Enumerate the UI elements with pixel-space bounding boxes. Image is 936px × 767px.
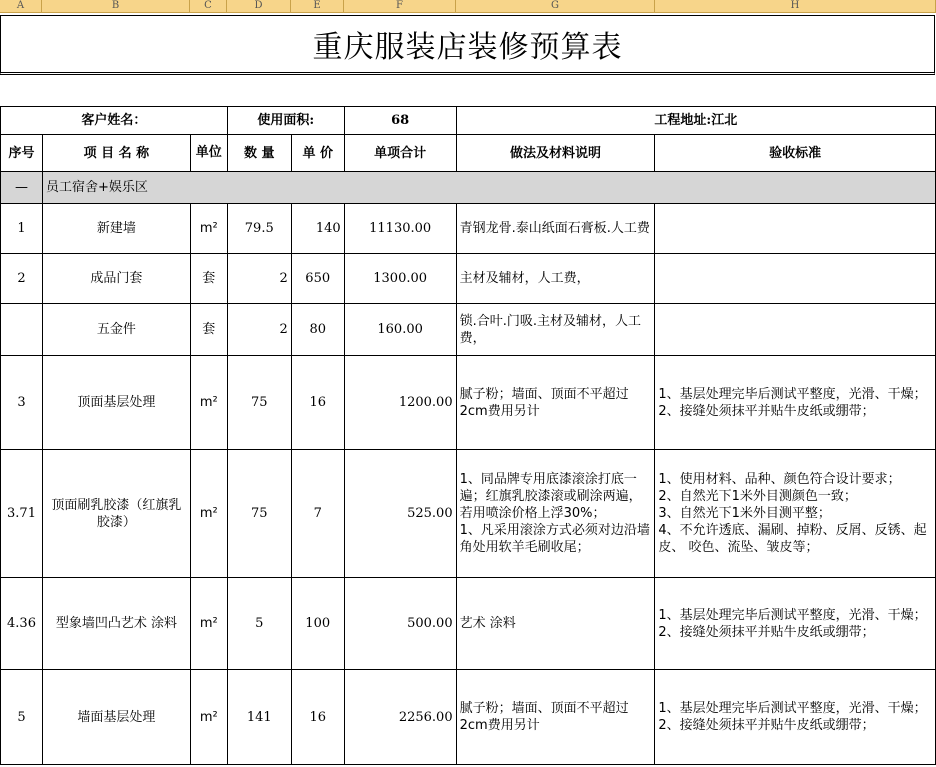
row-qty-cell[interactable]: 75 <box>227 450 291 578</box>
header-qty[interactable]: 数 量 <box>227 135 291 172</box>
header-unit[interactable]: 单位 <box>190 135 227 172</box>
section-seq[interactable]: — <box>1 172 43 204</box>
row-standard-cell[interactable]: 1、使用材料、品种、颜色符合设计要求； 2、自然光下1米外目测颜色一致； 3、自然光下1米外目测平整； 4、不允许透底、漏刷、掉粉、反屑、反锈、起皮、 咬色、流坠、皱皮等； <box>655 450 936 578</box>
row-seq-cell[interactable]: 1 <box>1 204 43 254</box>
row-unit-cell[interactable]: 套 <box>190 304 227 356</box>
row-qty-cell[interactable]: 2 <box>227 254 291 304</box>
row-standard-cell[interactable]: 1、基层处理完毕后测试平整度，光滑、干燥； 2、接缝处须抹平并贴牛皮纸或绷带； <box>655 356 936 450</box>
row-seq-cell[interactable] <box>1 304 43 356</box>
row-qty-cell[interactable]: 75 <box>227 356 291 450</box>
row-method-cell[interactable]: 艺术 涂料 <box>456 578 655 670</box>
section-name[interactable]: 员工宿舍+娱乐区 <box>42 172 935 204</box>
row-price-cell[interactable]: 7 <box>291 450 344 578</box>
row-unit-cell[interactable]: m² <box>190 670 227 765</box>
row-total-cell[interactable]: 2256.00 <box>344 670 456 765</box>
row-name-cell[interactable]: 墙面基层处理 <box>42 670 190 765</box>
info-row <box>1 107 936 135</box>
header-method[interactable]: 做法及材料说明 <box>456 135 655 172</box>
row-name-cell[interactable]: 新建墙 <box>42 204 190 254</box>
row-standard-cell[interactable] <box>655 304 936 356</box>
row-price-cell[interactable]: 16 <box>291 670 344 765</box>
header-seq[interactable]: 序号 <box>1 135 43 172</box>
row-price-cell[interactable]: 650 <box>291 254 344 304</box>
sheet-title[interactable]: 重庆服装店装修预算表 <box>0 15 935 75</box>
row-seq-cell[interactable]: 2 <box>1 254 43 304</box>
row-method-cell[interactable]: 青钢龙骨.泰山纸面石膏板.人工费 <box>456 204 655 254</box>
row-price-cell[interactable]: 80 <box>291 304 344 356</box>
table-row <box>1 578 936 670</box>
column-header-f[interactable]: F <box>344 0 456 12</box>
row-name-cell[interactable]: 五金件 <box>42 304 190 356</box>
row-method-cell[interactable]: 腻子粉；墙面、顶面不平超过2cm费用另计 <box>456 670 655 765</box>
header-standard[interactable]: 验收标准 <box>655 135 936 172</box>
row-standard-cell[interactable] <box>655 254 936 304</box>
row-method-cell[interactable]: 主材及辅材，人工费， <box>456 254 655 304</box>
column-header-a[interactable]: A <box>0 0 42 12</box>
row-seq-cell[interactable]: 3 <box>1 356 43 450</box>
column-header-c[interactable]: C <box>190 0 227 12</box>
row-name-cell[interactable]: 成品门套 <box>42 254 190 304</box>
row-price-cell[interactable]: 140 <box>291 204 344 254</box>
table-row <box>1 254 936 304</box>
header-row <box>1 135 936 172</box>
row-unit-cell[interactable]: 套 <box>190 254 227 304</box>
row-name-cell[interactable]: 型象墙凹凸艺术 涂料 <box>42 578 190 670</box>
row-total-cell[interactable]: 160.00 <box>344 304 456 356</box>
row-total-cell[interactable]: 1300.00 <box>344 254 456 304</box>
table-row <box>1 204 936 254</box>
header-total[interactable]: 单项合计 <box>344 135 456 172</box>
row-qty-cell[interactable]: 141 <box>227 670 291 765</box>
row-standard-cell[interactable]: 1、基层处理完毕后测试平整度，光滑、干燥； 2、接缝处须抹平并贴牛皮纸或绷带； <box>655 670 936 765</box>
row-qty-cell[interactable]: 2 <box>227 304 291 356</box>
row-name-cell[interactable]: 顶面基层处理 <box>42 356 190 450</box>
row-unit-cell[interactable]: m² <box>190 450 227 578</box>
customer-name-label[interactable]: 客户姓名： <box>1 107 228 135</box>
column-header-g[interactable]: G <box>456 0 655 12</box>
column-header-h[interactable]: H <box>655 0 936 12</box>
column-header-e[interactable]: E <box>291 0 344 12</box>
row-standard-cell[interactable]: 1、基层处理完毕后测试平整度，光滑、干燥； 2、接缝处须抹平并贴牛皮纸或绷带； <box>655 578 936 670</box>
column-header-d[interactable]: D <box>227 0 291 12</box>
header-price[interactable]: 单 价 <box>291 135 344 172</box>
row-price-cell[interactable]: 16 <box>291 356 344 450</box>
row-standard-cell[interactable] <box>655 204 936 254</box>
column-header-b[interactable]: B <box>42 0 190 12</box>
row-unit-cell[interactable]: m² <box>190 204 227 254</box>
column-header-bar <box>0 0 936 13</box>
row-method-cell[interactable]: 腻子粉；墙面、顶面不平超过2cm费用另计 <box>456 356 655 450</box>
row-seq-cell[interactable]: 3.71 <box>1 450 43 578</box>
budget-table <box>0 106 936 765</box>
table-row <box>1 356 936 450</box>
table-row <box>1 304 936 356</box>
row-method-cell[interactable]: 1、同品牌专用底漆滚涂打底一遍；红旗乳胶漆滚或刷涂两遍，若用喷涂价格上浮30%； 1、凡采用滚涂方式必须对边沿墙角处用软羊毛刷收尾； <box>456 450 655 578</box>
row-total-cell[interactable]: 1200.00 <box>344 356 456 450</box>
area-value[interactable]: 68 <box>344 107 456 135</box>
row-name-cell[interactable]: 顶面刷乳胶漆（红旗乳胶漆） <box>42 450 190 578</box>
row-unit-cell[interactable]: m² <box>190 356 227 450</box>
row-total-cell[interactable]: 500.00 <box>344 578 456 670</box>
section-row <box>1 172 936 204</box>
header-name[interactable]: 项 目 名 称 <box>42 135 190 172</box>
row-method-cell[interactable]: 锁.合叶.门吸.主材及辅材，人工费， <box>456 304 655 356</box>
row-total-cell[interactable]: 525.00 <box>344 450 456 578</box>
row-price-cell[interactable]: 100 <box>291 578 344 670</box>
table-row <box>1 670 936 765</box>
row-seq-cell[interactable]: 4.36 <box>1 578 43 670</box>
row-total-cell[interactable]: 11130.00 <box>344 204 456 254</box>
table-row <box>1 450 936 578</box>
row-seq-cell[interactable]: 5 <box>1 670 43 765</box>
row-qty-cell[interactable]: 5 <box>227 578 291 670</box>
row-qty-cell[interactable]: 79.5 <box>227 204 291 254</box>
row-unit-cell[interactable]: m² <box>190 578 227 670</box>
project-address[interactable]: 工程地址:江北 <box>456 107 935 135</box>
area-label[interactable]: 使用面积: <box>227 107 344 135</box>
